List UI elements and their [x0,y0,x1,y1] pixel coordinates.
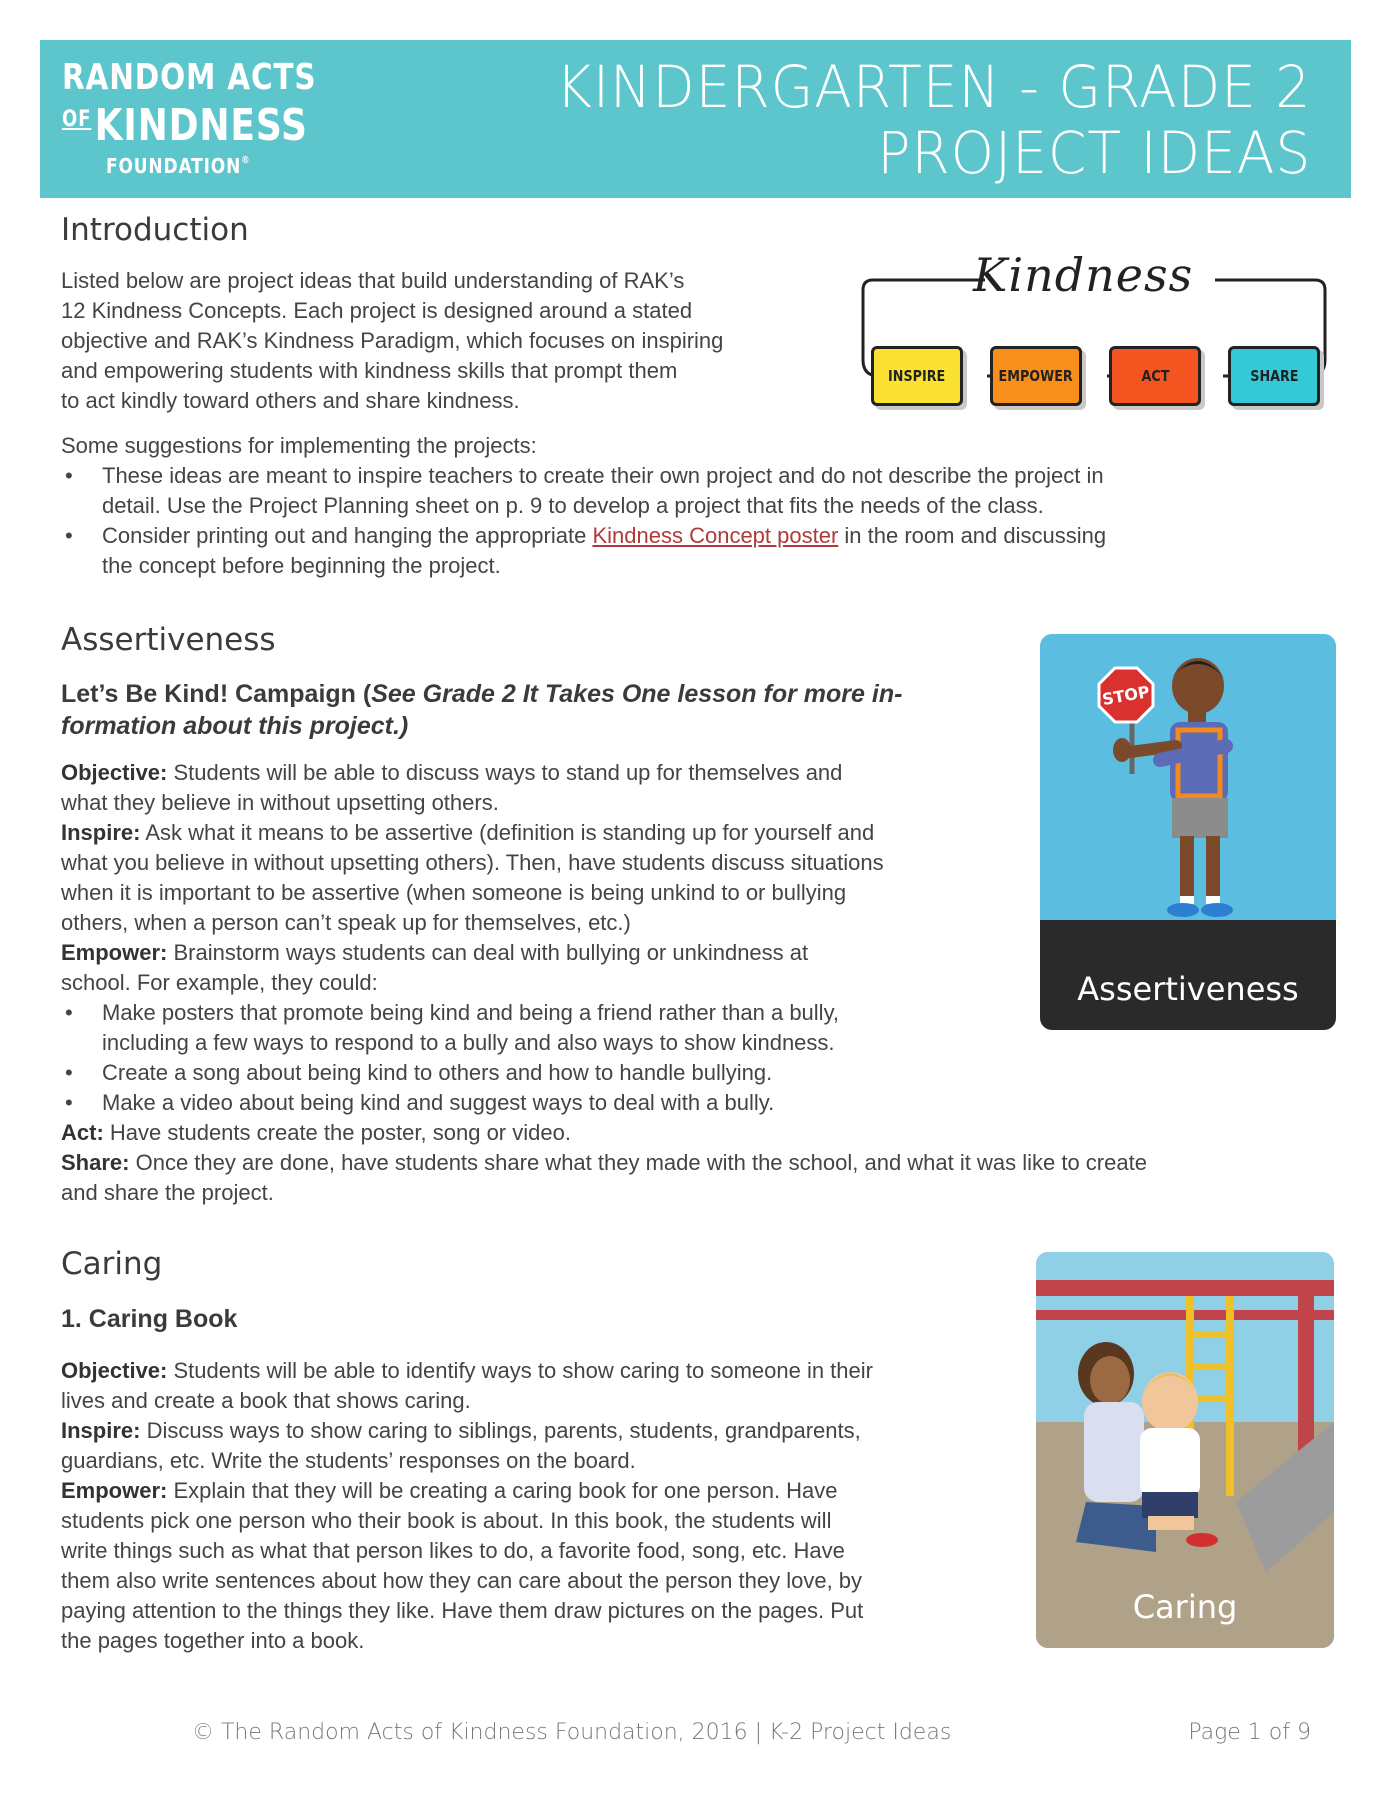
suggestions-block [61,431,1351,581]
page-number: Page 1 of 9 [1188,1720,1311,1745]
assertiveness-project-title: Let’s Be Kind! Campaign (See Grade 2 It Takes One lesson for more in- formation about this project.) [61,680,903,740]
header-banner [40,40,1351,198]
kindness-paradigm-diagram [855,240,1335,420]
introduction-paragraph: Listed below are project ideas that build understanding of RAK’s 12 Kindness Concepts. Each project is designed around a stated objective and RAK’s Kindness Paradigm, which focuses on inspiring and empowering students with kindness skills that prompt them to act kindly toward others and share kindness. [61,268,724,413]
page-title-line-1: KINDERGARTEN - GRADE 2 [555,53,1311,121]
page-title-line-2: PROJECT IDEAS [876,119,1311,187]
paradigm-title: Kindness [973,248,1194,302]
list-item: • Consider printing out and hanging the appropriate Kindness Concept poster in the room and discussing the concept before beginning the project. [65,523,1107,578]
suggestions-lead: Some suggestions for implementing the projects: [61,433,537,458]
caring-card-label: Caring [1132,1588,1238,1626]
foundation-logo [62,58,372,179]
logo-line-2: $^{OF}$KINDNESS [62,100,308,151]
caring-project-title: 1. Caring Book [61,1305,238,1333]
paradigm-step-inspire: INSPIRE [871,346,963,406]
assertiveness-card [1040,634,1336,1030]
assertiveness-heading: Assertiveness [61,622,276,658]
list-item: • Make a video about being kind and suggest ways to deal with a bully. [65,1090,775,1115]
list-item: • Make posters that promote being kind and being a friend rather than a bully, including a few ways to respond to a bully and also ways to show kindness. [65,1000,840,1055]
list-item: • Create a song about being kind to others and how to handle bullying. [65,1060,773,1085]
page-title [516,54,1311,186]
list-item: • These ideas are meant to inspire teachers to create their own project and do not describe the project in detail. Use the Project Planning sheet on p. 9 to develop a project that fits the needs of the class. [65,463,1104,518]
caring-card [1036,1252,1334,1648]
logo-line-1: RANDOM ACTS [62,57,317,98]
caring-body: Objective: Students will be able to identify ways to show caring to someone in their lives and create a book that shows caring. Inspire: Discuss ways to show caring to siblings, parents, students, grandparents, guardians, etc. Write the students’ responses on the board. Empower: Explain that they will be creating a caring book for one person. Have students pick one person who their book is about. In this book, the students will write things such as what that person likes to do, a favorite food, song, etc. Have them also write sentences about how they can care about the person they love, by paying attention to the things they like. Have them draw pictures on the pages. Put the pages together into a book. [61,1358,873,1653]
kindness-concept-poster-link[interactable]: Kindness Concept poster [592,523,839,548]
introduction-heading: Introduction [61,212,249,248]
logo-line-3: FOUNDATION® [106,154,251,178]
paradigm-step-share: SHARE [1228,346,1320,406]
caring-heading: Caring [61,1246,163,1282]
paradigm-step-empower: EMPOWER [990,346,1082,406]
assertiveness-body: Objective: Students will be able to discuss ways to stand up for themselves and what they believe in without upsetting others. Inspire: Ask what it means to be assertive (definition is standing up for yourself and what you believe in without upsetting others). Then, have students discuss situations when it is important to be assertive (when someone is being unkind to or bullying others, when a person can’t speak up for themselves, etc.) Empower: Brainstorm ways students can deal with bullying or unkindness at school. For example, they could: • Make posters that promote being kind and being a friend rather than a bully, including a few ways to respond to a bully and also ways to show kindness. • Create a song about being kind to others and how to handle bullying. • Make a video about being kind and suggest ways to deal with a bully. Act: Have students create the poster, song or video. Share: Once they are done, have students share what they made with the school, and what it was like to create and share the project. [61,758,1361,1208]
stop-sign-text: STOP [1100,682,1152,710]
assertiveness-card-label: Assertiveness [1077,970,1299,1008]
footer-copyright: © The Random Acts of Kindness Foundation, 2016 | K-2 Project Ideas [192,1720,952,1745]
paradigm-step-act: ACT [1109,346,1201,406]
